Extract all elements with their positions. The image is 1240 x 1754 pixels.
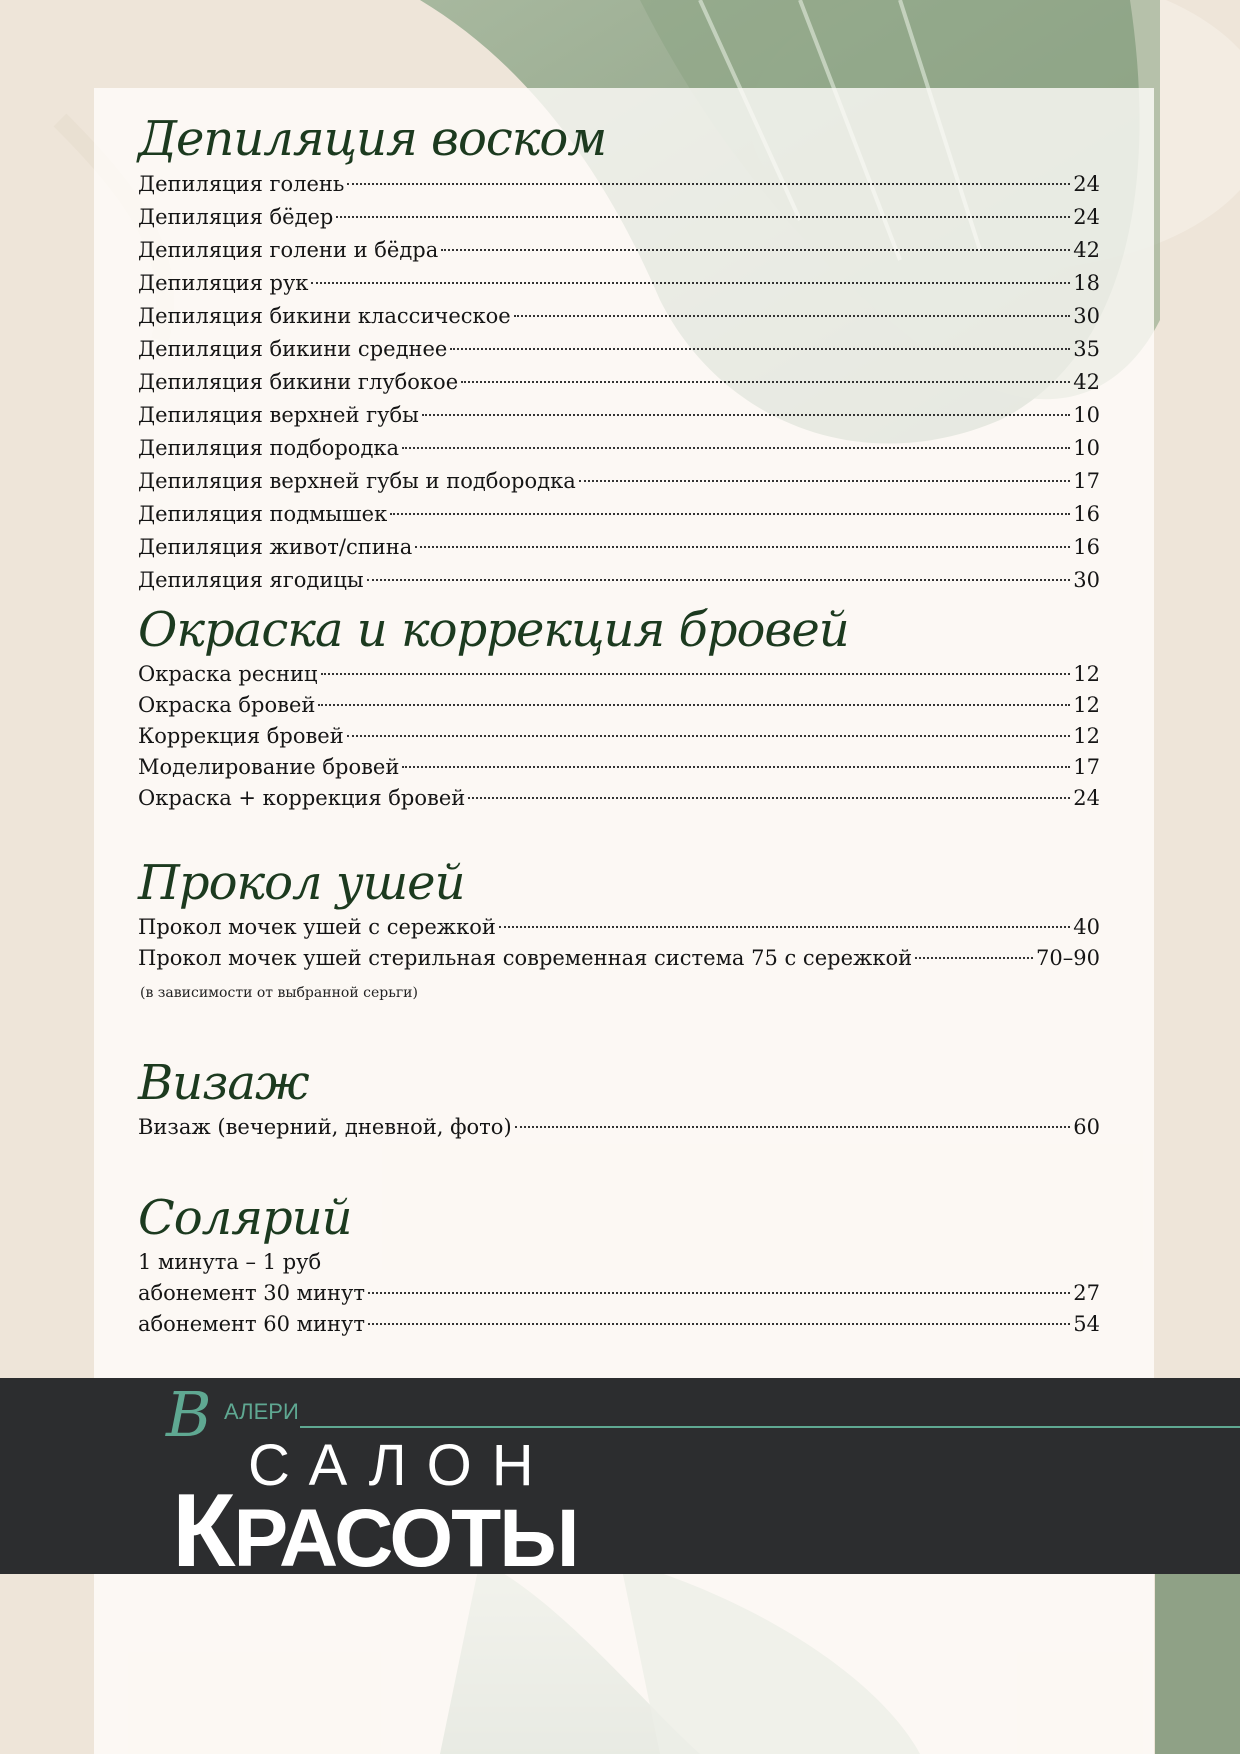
dot-leader (450, 348, 1070, 350)
price-row (138, 943, 1100, 974)
brand-divider-line (300, 1426, 1240, 1428)
price-row (138, 1278, 1100, 1309)
service-price: 70–90 (1036, 946, 1100, 970)
dot-leader (461, 381, 1070, 383)
price-row (138, 498, 1100, 531)
brand-krasoty-initial: К (172, 1473, 234, 1589)
service-price: 27 (1073, 1281, 1100, 1305)
service-price: 54 (1073, 1312, 1100, 1336)
dot-leader (368, 1292, 1070, 1294)
section-brows (138, 601, 1100, 814)
price-row (138, 659, 1100, 690)
dot-leader (515, 1126, 1071, 1128)
service-name: Депиляция ягодицы (138, 568, 364, 592)
service-name: Депиляция рук (138, 271, 309, 295)
service-name: Моделирование бровей (138, 755, 400, 779)
price-row (138, 399, 1100, 432)
piercing-note: (в зависимости от выбранной серьги) (140, 985, 418, 1001)
price-row (138, 531, 1100, 564)
dot-leader (514, 315, 1071, 317)
solarium-rate: 1 минута – 1 руб (138, 1250, 322, 1274)
section-title-visage: Визаж (138, 1055, 309, 1111)
service-price: 12 (1073, 693, 1100, 717)
service-name: Депиляция бикини глубокое (138, 370, 459, 394)
service-price: 30 (1073, 568, 1100, 592)
service-name: Депиляция бикини классическое (138, 304, 511, 328)
service-name: Прокол мочек ушей с сережкой (138, 915, 496, 939)
price-row (138, 1112, 1100, 1143)
brand-salon: САЛОН (248, 1433, 554, 1498)
dot-leader (499, 926, 1070, 928)
service-price: 24 (1073, 205, 1100, 229)
service-price: 35 (1073, 337, 1100, 361)
dot-leader (390, 513, 1070, 515)
service-price: 17 (1073, 755, 1100, 779)
service-name: Окраска бровей (138, 693, 316, 717)
service-name: Депиляция подмышек (138, 502, 388, 526)
service-price: 12 (1073, 662, 1100, 686)
dot-leader (311, 282, 1070, 284)
dot-leader (367, 579, 1071, 581)
price-row (138, 234, 1100, 267)
price-row (138, 201, 1100, 234)
dot-leader (468, 797, 1070, 799)
service-price: 16 (1073, 535, 1100, 559)
service-name: Коррекция бровей (138, 724, 344, 748)
service-price: 17 (1073, 469, 1100, 493)
price-row (138, 168, 1100, 201)
price-row (138, 465, 1100, 498)
dot-leader (579, 480, 1071, 482)
price-row (138, 721, 1100, 752)
price-row (138, 690, 1100, 721)
brows-price-list (138, 659, 1100, 814)
service-price: 30 (1073, 304, 1100, 328)
brand-krasoty-rest: РАСОТЫ (233, 1493, 578, 1584)
price-row (138, 564, 1100, 597)
brand-krasoty (172, 1473, 578, 1589)
service-name: Депиляция бикини среднее (138, 337, 448, 361)
brand-script-letter: В (166, 1378, 212, 1451)
service-name: абонемент 60 минут (138, 1312, 365, 1336)
dot-leader (915, 957, 1033, 959)
brand-name-valeri: АЛЕРИ (224, 1399, 299, 1424)
price-row (138, 267, 1100, 300)
price-row (138, 912, 1100, 943)
dot-leader (402, 447, 1070, 449)
service-price: 10 (1073, 436, 1100, 460)
service-price: 18 (1073, 271, 1100, 295)
dot-leader (347, 183, 1070, 185)
service-name: Окраска + коррекция бровей (138, 786, 466, 810)
price-row (138, 1309, 1100, 1340)
service-name: Депиляция живот/спина (138, 535, 413, 559)
service-name: Визаж (вечерний, дневной, фото) (138, 1115, 512, 1139)
dot-leader (441, 249, 1070, 251)
service-name: абонемент 30 минут (138, 1281, 365, 1305)
dot-leader (368, 1323, 1070, 1325)
service-price: 12 (1073, 724, 1100, 748)
price-list-content (138, 110, 1100, 1340)
piercing-price-list (138, 912, 1100, 974)
price-row (138, 333, 1100, 366)
dot-leader (347, 735, 1071, 737)
price-row (138, 752, 1100, 783)
section-visage (138, 1054, 1100, 1143)
section-ear-piercing (138, 854, 1100, 1006)
dot-leader (318, 704, 1070, 706)
section-title-piercing: Прокол ушей (138, 855, 465, 911)
section-title-solarium: Солярий (138, 1190, 352, 1246)
service-name: Депиляция верхней губы (138, 403, 419, 427)
dot-leader (422, 414, 1070, 416)
service-name: Депиляция верхней губы и подбородка (138, 469, 576, 493)
service-name: Прокол мочек ушей стерильная современная система 75 с сережкой (138, 946, 913, 970)
section-title-wax: Депиляция воском (138, 111, 607, 167)
dot-leader (321, 673, 1071, 675)
visage-price-list (138, 1112, 1100, 1143)
dot-leader (415, 546, 1070, 548)
price-row (138, 432, 1100, 465)
service-name: Депиляция голень (138, 172, 345, 196)
price-row (138, 300, 1100, 333)
service-price: 40 (1073, 915, 1100, 939)
service-price: 24 (1073, 786, 1100, 810)
dot-leader (336, 216, 1070, 218)
section-title-brows: Окраска и коррекция бровей (138, 602, 849, 658)
price-row (138, 783, 1100, 814)
service-price: 42 (1073, 370, 1100, 394)
service-name: Депиляция голени и бёдра (138, 238, 439, 262)
dot-leader (402, 766, 1070, 768)
service-name: Депиляция бёдер (138, 205, 334, 229)
service-price: 16 (1073, 502, 1100, 526)
section-wax-depilation (138, 110, 1100, 597)
service-price: 42 (1073, 238, 1100, 262)
wax-price-list (138, 168, 1100, 597)
service-name: Окраска ресниц (138, 662, 318, 686)
service-price: 24 (1073, 172, 1100, 196)
price-row (138, 1247, 1100, 1278)
service-name: Депиляция подбородка (138, 436, 400, 460)
service-price: 60 (1073, 1115, 1100, 1139)
solarium-price-list (138, 1247, 1100, 1340)
section-solarium (138, 1189, 1100, 1340)
price-row (138, 366, 1100, 399)
service-price: 10 (1073, 403, 1100, 427)
